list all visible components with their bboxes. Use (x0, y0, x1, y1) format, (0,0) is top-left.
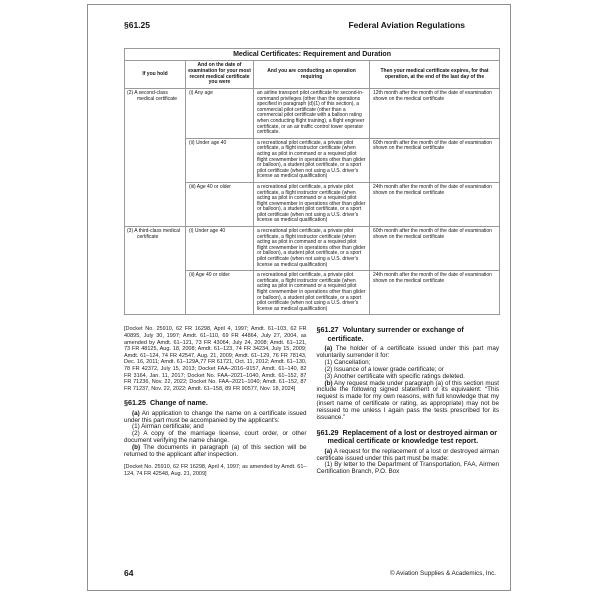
two-column-text (124, 326, 499, 477)
list-item-3: (3) Another certificate with specific ratings deleted. (324, 372, 465, 380)
header-section-number: §61.25 (124, 20, 150, 30)
copyright-notice: © Aviation Supplies & Academics, Inc. (389, 570, 496, 577)
paragraph-text: A request for the replacement of a lost or destroyed airman certificate issued under this part must be made: (316, 447, 499, 462)
paragraph-a (317, 346, 500, 360)
cell-age: (iii) Age 40 or older (186, 182, 254, 226)
paragraph-a (317, 449, 500, 463)
cell-age: (ii) Age 40 or older (186, 271, 254, 315)
paragraph-text: An application to change the name on a certificate issued under this part must be accompanied by the applicant's: (124, 409, 307, 424)
paragraph-text: The holder of a certificate issued under this part may voluntarily surrender it for: (316, 344, 500, 359)
column-header-operation-requiring: And you are conducting an operation requiring (254, 61, 370, 89)
docket-note-top: [Docket No. 25910, 62 FR 16298, April 4, 1997; Amdt. 61–103, 62 FR 40895, July 30, 1997; Amdt. 61–110, 69 FR 44864, July 27, 2004, as amended by Amdt. 61–121, 73 FR 43064, July 24, 2008; Amdt. 61–121, 73 FR 48125, Aug. 18, 2008; Amdt. 61–123, 74 FR 34234, July 15, 2009; Amdt. 61–124, 74 FR 42547, Aug. 21, 2009; Amdt. 61–129, 76 FR 78143, Dec. 16, 2011; Amdt. 61–129A,77 FR 61721, Oct. 11, 2012; Amdt. 61–130, 78 FR 42372, July 15, 2013; Docket FAA–2016–9157, Amdt. 61–140, 82 FR 3164, Jan. 11, 2017; Docket No. FAA–2021–1040, Amdt. 61–152, 87 FR 71236, Nov. 22, 2022; Docket No. FAA–2021–1040; Amdt. 61–152, 87 FR 71237, Nov. 22, 2022; Amdt. 61–158, 89 FR 90577, Nov. 18, 2024] (124, 326, 307, 392)
medical-certificates-table (124, 48, 500, 315)
table-row (125, 227, 500, 271)
table-title: Medical Certificates: Requirement and Duration (125, 49, 500, 61)
list-item-1: (1) By letter to the Department of Transportation, FAA, Airmen Certification Branch, P.O. Box (316, 461, 499, 476)
table-title-row (125, 49, 500, 61)
paragraph-text: The documents in paragraph (a) of this section will be returned to the applicant after inspection. (124, 444, 307, 459)
list-item-1: (1) Cancellation; (324, 358, 371, 366)
docket-note-bottom: [Docket No. 25910, 62 FR 16298, April 4, 1997; as amended by Amdt. 61–124, 74 FR 42548, Aug. 21, 2009] (124, 464, 307, 477)
cell-expires: 12th month after the month of the date of examination shown on the medical certificate (370, 89, 500, 139)
page-content (124, 48, 499, 477)
table-header-row (125, 61, 500, 89)
list-item-2: (2) Issuance of a lower grade certificate; or (324, 365, 444, 373)
header-title: Federal Aviation Regulations (348, 20, 465, 30)
paragraph-label: (a) (324, 344, 333, 352)
cell-expires: 60th month after the month of the date of examination shown on the medical certificate (370, 227, 500, 271)
column-header-date-of-examination: And on the date of examination for your most recent medical certificate you were (186, 61, 254, 89)
section-heading-61-27: §61.27 Voluntary surrender or exchange of certificate. (316, 325, 466, 343)
cell-operation: a recreational pilot certificate, a private pilot certificate, a flight instructor certificate (when acting as pilot in command or a required pilot flight crewmember in operations other than glider or balloon), a student pilot certificate, or a sport pilot certificate (when not using a U.S. driver's license as medical qualification) (254, 138, 370, 182)
cell-operation: a recreational pilot certificate, a private pilot certificate, a flight instructor certificate (when acting as pilot in command or a required pilot flight crewmember in operations other than glider or balloon), a student pilot certificate, or a sport pilot certificate (when not using a U.S. driver's license as medical qualification) (254, 182, 370, 226)
table-row (125, 89, 500, 139)
list-item-1: (1) Airman certificate; and (132, 423, 204, 431)
cell-age: (i) Under age 40 (186, 227, 254, 271)
paragraph-label: (b) (132, 444, 141, 452)
cell-hold-second-class: (2) A second-class medical certificate (125, 89, 186, 227)
cell-operation: a recreational pilot certificate, a private pilot certificate, a flight instructor certificate (when acting as pilot in command or a required pilot flight crewmember in operations other than glider or balloon), a student pilot certificate, or a sport pilot certificate (when not using a U.S. driver's license as medical qualification) (254, 271, 370, 315)
right-column (317, 326, 500, 477)
paragraph-label: (a) (132, 409, 140, 417)
paragraph-text: Any request made under paragraph (a) of this section must include the following signed statement or its equivalent: “This request is made for my own reasons, with full knowledge that my (insert name of certificate or rating, as appropriate) may not be reissued to me unless I again pass the tests prescribed for its issuance.” (316, 379, 499, 422)
paragraph-b (124, 445, 307, 459)
section-heading-61-29: §61.29 Replacement of a lost or destroyed airman or medical certificate or knowledge test report. (316, 428, 500, 446)
page-header (124, 20, 465, 30)
cell-age: (i) Any age (186, 89, 254, 139)
cell-expires: 24th month after the month of the date of examination shown on the medical certificate (370, 182, 500, 226)
paragraph-a (124, 411, 307, 425)
cell-age: (ii) Under age 40 (186, 138, 254, 182)
cell-expires: 60th month after the month of the date of examination shown on the medical certificate (370, 138, 500, 182)
left-column (124, 326, 307, 477)
section-heading-61-25: §61.25 Change of name. (124, 398, 208, 408)
paragraph-b (317, 381, 500, 423)
list-item-2: (2) A copy of the marriage license, court order, or other document verifying the name change. (124, 430, 307, 445)
book-page (87, 4, 511, 591)
paragraph-label: (a) (324, 447, 333, 455)
cell-operation: an airline transport pilot certificate for second-in-command privileges (other than the operations specified in paragraph (d)(1) of this section), a commercial pilot certificate (other than a commercial pilot certificate with a balloon rating when conducting flight training), a flight engineer certificate, or an air traffic control tower operator certificate. (254, 89, 370, 139)
cell-expires: 24th month after the month of the date of examination shown on the medical certificate (370, 271, 500, 315)
column-header-if-you-hold: If you hold (125, 61, 186, 89)
page-number: 64 (124, 568, 134, 578)
cell-hold-third-class: (3) A third-class medical certificate (125, 227, 186, 315)
paragraph-label: (b) (324, 379, 333, 387)
column-header-expiration: Then your medical certificate expires, for that operation, at the end of the last day of the (370, 61, 500, 89)
cell-operation: a recreational pilot certificate, a private pilot certificate, a flight instructor certificate (when acting as pilot in command or a required pilot flight crewmember in operations other than glider or balloon), a student pilot certificate, or a sport pilot certificate (when not using a U.S. driver's license as medical qualification) (254, 227, 370, 271)
